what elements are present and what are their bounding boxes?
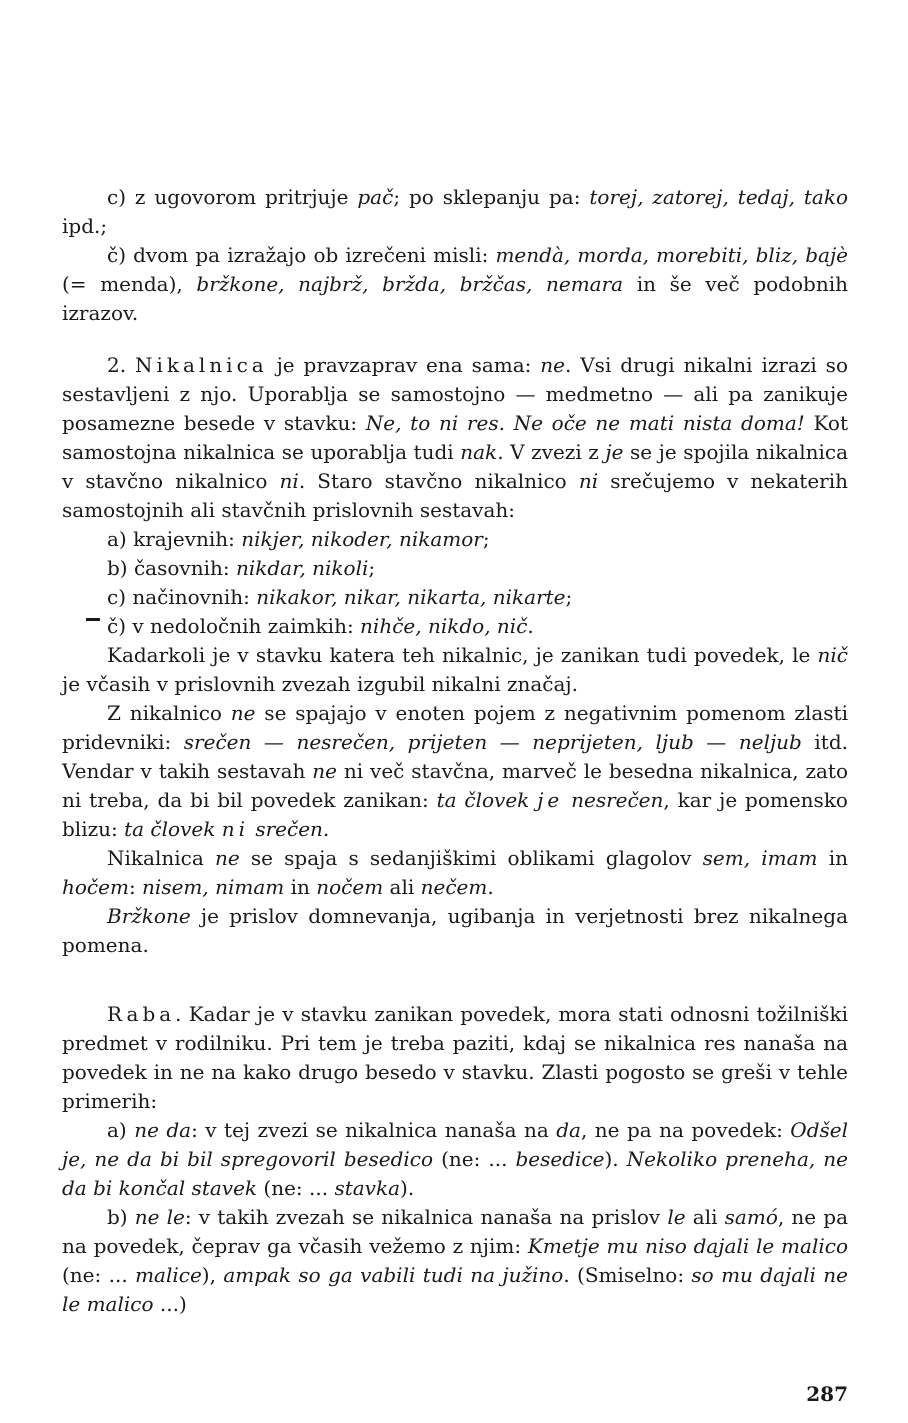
paragraph: c) načinovnih: nikakor, nikar, nikarta, nikarte; (107, 585, 573, 609)
paragraph: 2. Nikalnica je pravzaprav ena sama: ne. Vsi drugi nikalni izrazi so sestavljeni z njo. Uporablja se samostojno — medmetno — ali pa zanikuje posamezne besede v stavku: Ne, to ni res. Ne oče ne mati nista doma! Kot samostojna nikalnica se uporablja tudi nak. V zvezi z je se je spojila nikalnica v stavčno nikalnico ni. Staro stavčno nikalnico ni srečujemo v nekaterih samostojnih ali stavčnih prislovnih sestavah: (62, 353, 849, 522)
paragraph: b) ne le: v takih zvezah se nikalnica nanaša na prislov le ali samó, ne pa na povedek, čeprav ga včasih vežemo z njim: Kmetje mu niso dajali le malico (ne: ... malice), ampak so ga vabili tudi na južino. (Smiselno: so mu dajali ne le malico ...) (62, 1205, 849, 1316)
paragraph: č) dvom pa izražajo ob izrečeni misli: mendà, morda, morebiti, bliz, bajè (= menda), bržkone, najbrž, bržda, bržčas, nemara in še več podobnih izrazov. (62, 243, 848, 325)
paragraph: Z nikalnico ne se spajajo v enoten pojem z negativnim pomenom zlasti pridevniki: srečen — nesrečen, prijeten — neprijeten, ljub — neljub itd. Vendar v takih sestavah ne ni več stavčna, marveč le besedna nikalnica, zato ni treba, da bi bil povedek zanikan: ta človek je nesrečen, kar je pomensko blizu: ta človek ni srečen. (62, 701, 849, 841)
paragraph: Nikalnica ne se spaja s sedanjiškimi oblikami glagolov sem, imam in hočem: nisem, nimam in nočem ali nečem. (62, 846, 848, 899)
paragraph: a) ne da: v tej zvezi se nikalnica nanaša na da, ne pa na povedek: Odšel je, ne da bi bil spregovoril besedico (ne: ... besedice). Nekoliko preneha, ne da bi končal stavek (ne: ... stavka). (62, 1118, 848, 1200)
paragraph: Bržkone je prislov domnevanja, ugibanja in verjetnosti brez nikalnega pomena. (62, 904, 848, 957)
page-body (62, 183, 848, 1319)
page-number: 287 (806, 1382, 848, 1406)
paragraph: č) v nedoločnih zaimkih: nihče, nikdo, nič. (107, 614, 534, 638)
paragraph: a) krajevnih: nikjer, nikoder, nikamor; (107, 527, 490, 551)
margin-mark (86, 618, 100, 621)
paragraph: Kadarkoli je v stavku katera teh nikalnic, je zanikan tudi povedek, le nič je včasih v prislovnih zvezah izgubil nikalni značaj. (62, 643, 848, 696)
paragraph: Raba. Kadar je v stavku zanikan povedek, mora stati odnosni tožilniški predmet v rodilniku. Pri tem je treba paziti, kdaj se nikalnica res nanaša na povedek in ne na kako drugo besedo v stavku. Zlasti pogosto se greši v tehle primerih: (62, 1002, 848, 1113)
paragraph: c) z ugovorom pritrjuje pač; po sklepanju pa: torej, zatorej, tedaj, tako ipd.; (62, 185, 848, 238)
paragraph: b) časovnih: nikdar, nikoli; (107, 556, 376, 580)
